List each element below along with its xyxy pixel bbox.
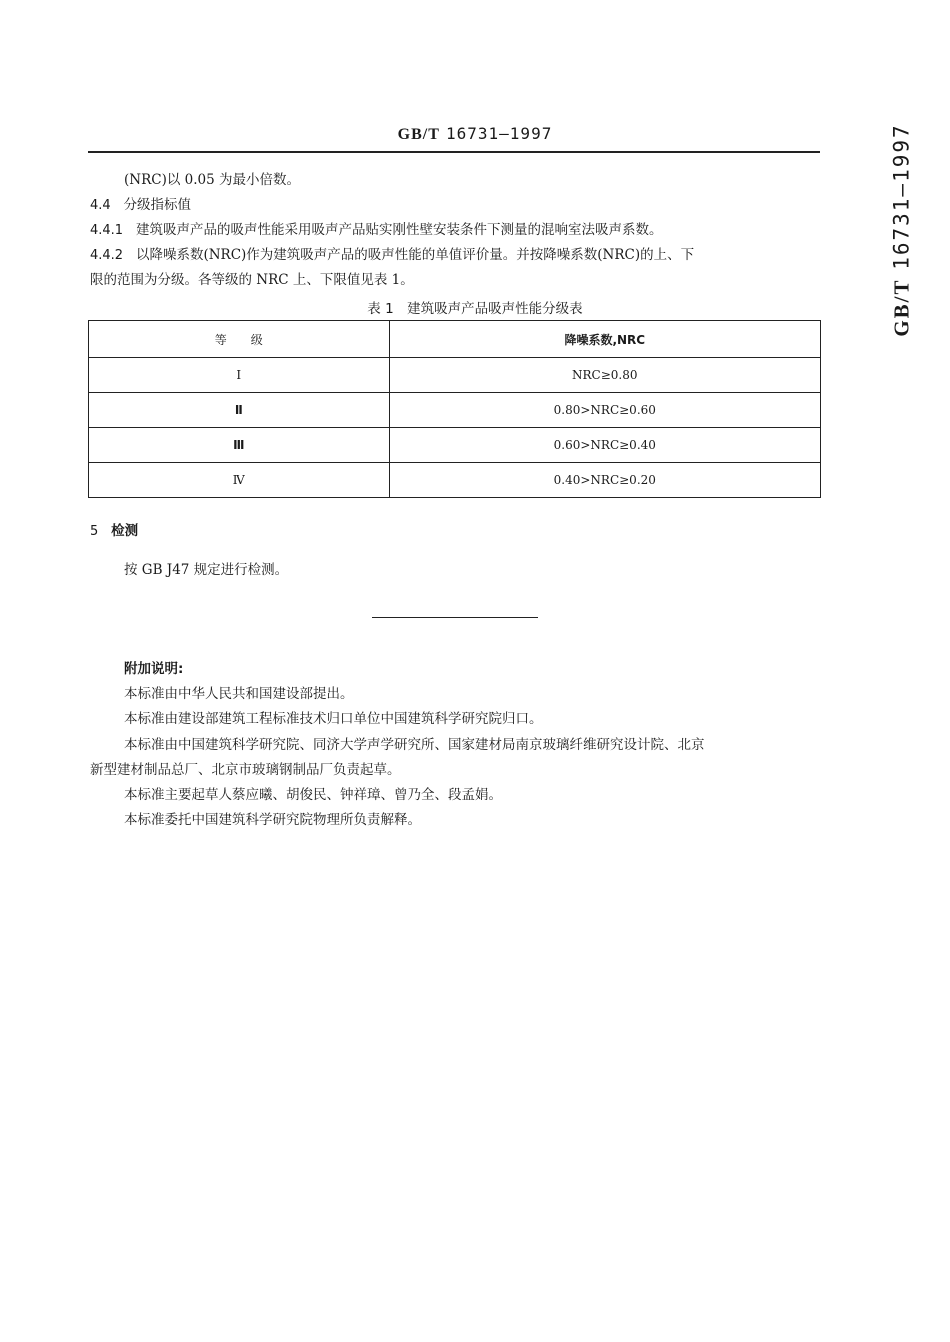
- side-code: GB/T: [889, 278, 914, 337]
- notes-line-1: 本标准由中华人民共和国建设部提出。: [124, 686, 354, 702]
- section-4-4-number: 4.4: [90, 198, 111, 213]
- grade-cell: Ⅳ: [89, 463, 390, 498]
- section-5-title: 检测: [111, 523, 139, 539]
- header-rule: [88, 151, 820, 153]
- section-4-4-2-text: 以降噪系数(NRC)作为建筑吸声产品的吸声性能的单值评价量。并按降噪系数(NRC)的上、下: [135, 247, 695, 263]
- notes-line-5: 本标准委托中国建筑科学研究院物理所负责解释。: [124, 812, 421, 828]
- notes-line-2: 本标准由建设部建筑工程标准技术归口单位中国建筑科学研究院归口。: [124, 711, 543, 727]
- table-caption: 表 1 建筑吸声产品吸声性能分级表: [367, 301, 583, 317]
- header-code: GB/T: [397, 126, 440, 143]
- section-4-4-2: [90, 246, 694, 265]
- grade-table: [88, 320, 821, 498]
- side-number: 16731—1997: [889, 123, 914, 270]
- section-4-4-1: [90, 221, 662, 240]
- notes-line-3a: 本标准由中国建筑科学研究院、同济大学声学研究所、国家建材局南京玻璃纤维研究设计院、北京: [124, 737, 705, 753]
- table-row: [89, 463, 821, 498]
- grade-cell: Ⅱ: [89, 393, 390, 428]
- section-4-4-title: 分级指标值: [123, 197, 192, 213]
- header-number: 16731—1997: [446, 124, 553, 143]
- table-row: [89, 393, 821, 428]
- header-grade: 等 级: [89, 321, 390, 358]
- table-header-row: [89, 321, 821, 358]
- section-4-4-2-number: 4.4.2: [90, 248, 124, 263]
- nrc-cell: NRC≥0.80: [389, 358, 820, 393]
- section-5-number: 5: [90, 524, 99, 539]
- notes-line-3b: 新型建材制品总厂、北京市玻璃钢制品厂负责起草。: [90, 762, 401, 778]
- notes-title: 附加说明:: [124, 661, 184, 677]
- grade-cell: Ⅲ: [89, 428, 390, 463]
- section-4-4-1-number: 4.4.1: [90, 223, 124, 238]
- section-4-4-1-text: 建筑吸声产品的吸声性能采用吸声产品贴实刚性壁安装条件下测量的混响室法吸声系数。: [135, 222, 663, 238]
- section-5-text: 按 GB J47 规定进行检测。: [124, 562, 289, 578]
- end-rule: [372, 617, 538, 618]
- section-5-heading: [90, 522, 138, 541]
- notes-line-4: 本标准主要起草人蔡应曦、胡俊民、钟祥璋、曾乃全、段孟娟。: [124, 787, 502, 803]
- nrc-cell: 0.40>NRC≥0.20: [389, 463, 820, 498]
- section-4-4: [90, 196, 191, 215]
- header-nrc: 降噪系数,NRC: [389, 321, 820, 358]
- running-header: [0, 124, 950, 144]
- grade-cell: I: [89, 358, 390, 393]
- nrc-cell: 0.60>NRC≥0.40: [389, 428, 820, 463]
- section-4-4-2-continued: 限的范围为分级。各等级的 NRC 上、下限值见表 1。: [90, 272, 414, 288]
- table-row: [89, 358, 821, 393]
- nrc-min-line: (NRC)以 0.05 为最小倍数。: [124, 172, 300, 188]
- nrc-cell: 0.80>NRC≥0.60: [389, 393, 820, 428]
- table-row: [89, 428, 821, 463]
